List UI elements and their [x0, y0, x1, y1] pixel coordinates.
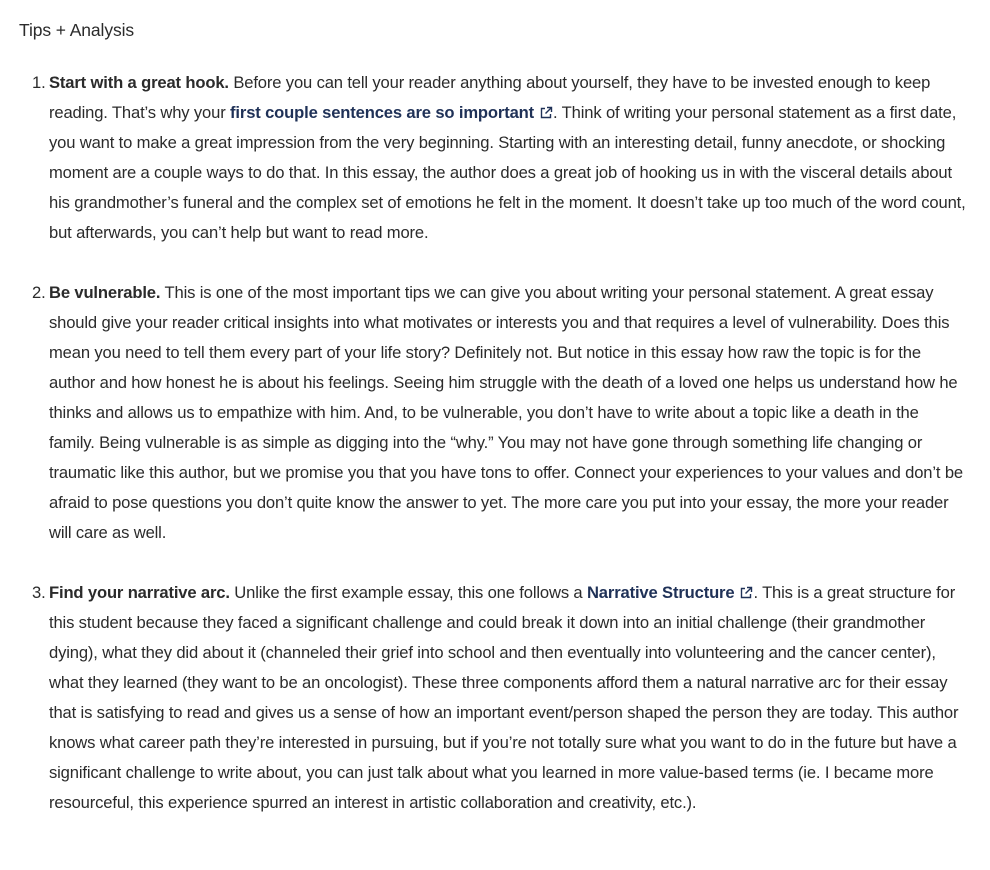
tip-text: Before you can tell your reader anything about yourself, they have to be invested enough to keep reading. That’s why your — [49, 73, 931, 122]
tip-text: . This is a great structure for this student because they faced a significant challenge and could break it down into an initial challenge (their grandmother dying), what they did about it (channeled their grief into school and then eventually into volunteering and the cancer center), what they learned (they want to be an oncologist). These three components afford them a natural narrative arc for their essay that is satisfying to read and gives us a sense of how an important event/person shaped the person they are today. This author knows what career path they’re interested in pursuing, but if you’re not totally sure what you want to do in the future but have a significant challenge to write about, you can just talk about what you learned in more value-based terms (ie. I became more resourceful, this experience spurred an interest in artistic collaboration and creativity, etc.). — [49, 583, 959, 812]
section-heading: Tips + Analysis — [19, 20, 135, 40]
list-item — [0, 68, 990, 248]
list-item — [0, 278, 990, 548]
tip-text: This is one of the most important tips we can give you about writing your personal statement. A great essay should give your reader critical insights into what motivates or interests you and that requires a level of vulnerability. Does this mean you need to tell them every part of your life story? Definitely not. But notice in this essay how raw the topic is for the author and how honest he is about his feelings. Seeing him struggle with the death of a loved one helps us understand how he thinks and allows us to empathize with him. And, to be vulnerable, you don’t have to write about a topic like a death in the family. Being vulnerable is as simple as digging into the “why.” You may not have gone through something life changing or traumatic like this author, but we promise you that you have tons to offer. Connect your experiences to your values and don’t be afraid to pose questions you don’t quite know the answer to yet. The more care you put into your essay, the more your reader will care as well. — [49, 283, 963, 542]
tip-text: Unlike the first example essay, this one follows a — [229, 583, 587, 602]
tips-list — [0, 68, 990, 848]
list-number: 2. — [32, 283, 46, 302]
list-number: 3. — [32, 583, 46, 602]
external-link-icon[interactable] — [539, 106, 553, 120]
list-item — [0, 578, 990, 818]
tip-title: Be vulnerable. — [49, 283, 161, 302]
link-label[interactable]: Narrative Structure — [586, 583, 735, 602]
tip-text: . Think of writing your personal statement as a first date, you want to make a great impression from the very beginning. Starting with an interesting detail, funny anecdote, or shocking moment are a couple ways to do that. In this essay, the author does a great job of hooking us in with the visceral details about his grandmother’s funeral and the complex set of emotions he felt in the moment. It doesn’t take up too much of the word count, but afterwards, you can’t help but want to read more. — [49, 103, 966, 242]
external-link-icon[interactable] — [739, 586, 753, 600]
tip-title: Find your narrative arc. — [49, 583, 230, 602]
first-sentences-link[interactable] — [230, 103, 553, 122]
tip-title: Start with a great hook. — [49, 73, 229, 92]
narrative-structure-link[interactable] — [587, 583, 753, 602]
link-label[interactable]: first couple sentences are so important — [230, 103, 535, 122]
list-number: 1. — [32, 73, 46, 92]
